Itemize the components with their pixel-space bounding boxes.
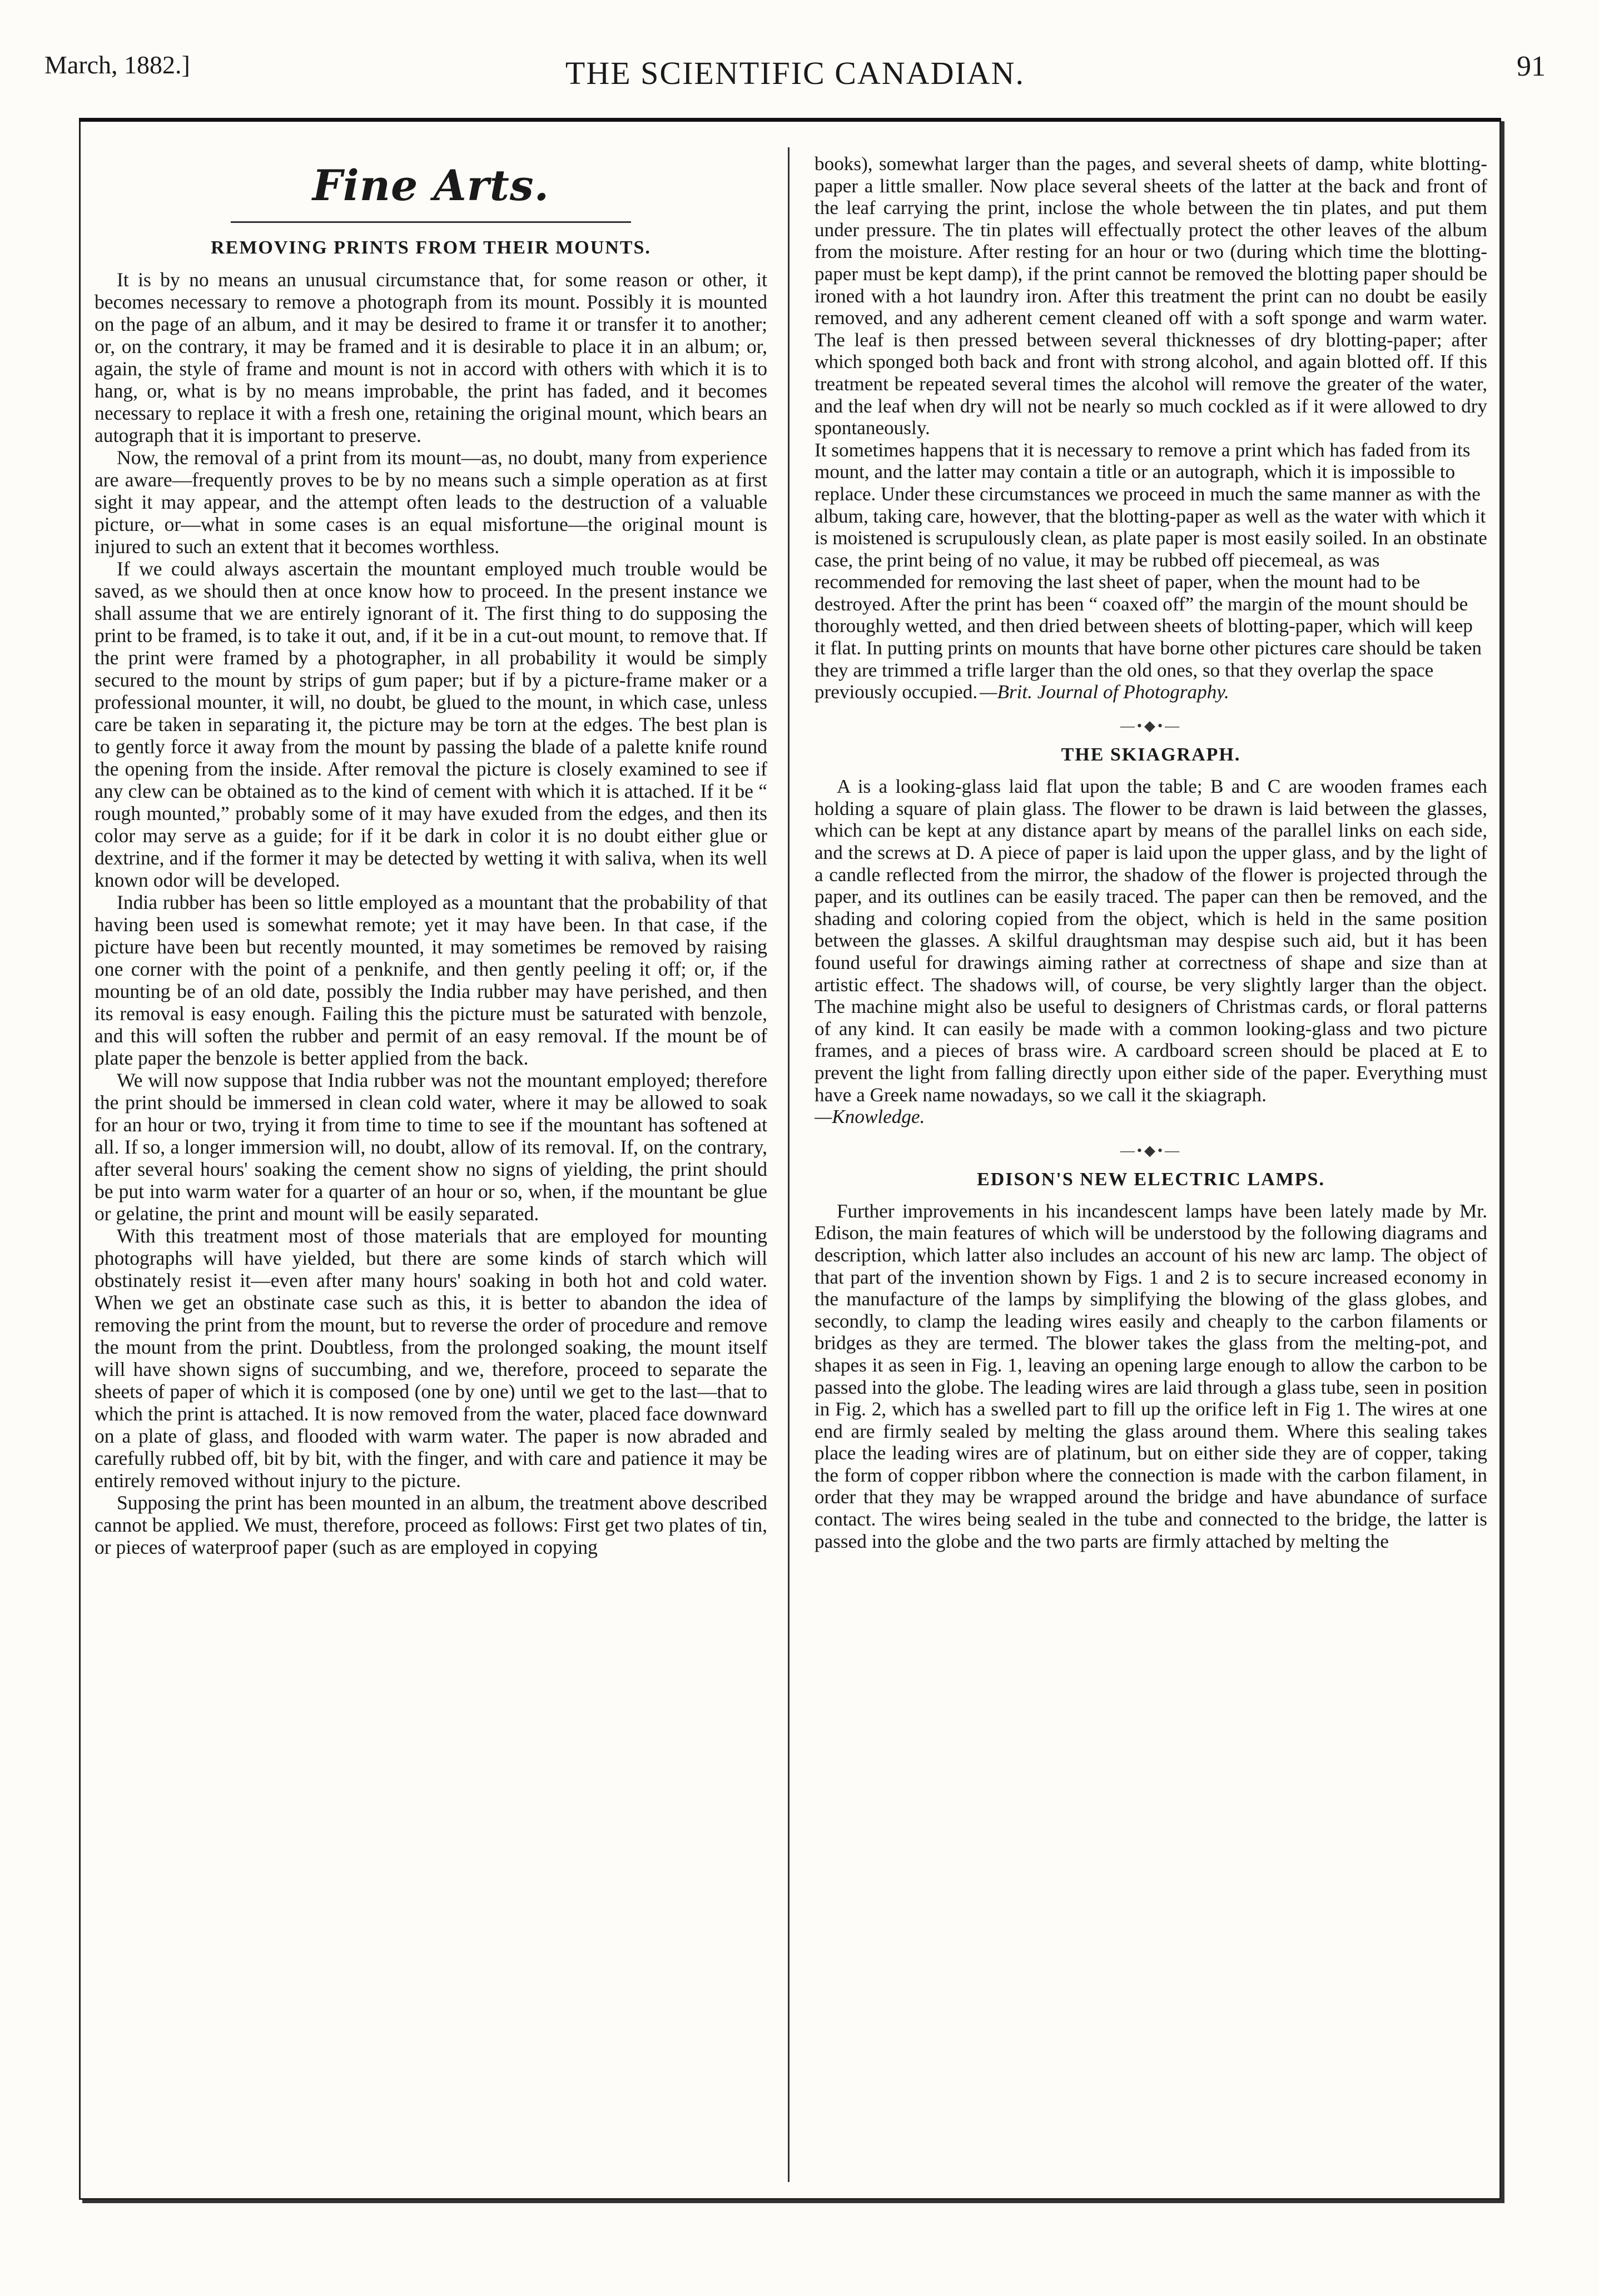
right-column — [815, 153, 1487, 2176]
article-paragraph-continued: books), somewhat larger than the pages, and several sheets of damp, white blotting-paper a little smaller. Now place several sheets of the latter at the back and front of the leaf carrying the print, inclose the whole between the tin plates, and put them under pressure. The tin plates will effectually protect the other leaves of the album from the moisture. After resting for an hour or two (during which time the blotting-paper must be kept damp), if the print cannot be removed the blotting paper should be ironed with a hot laundry iron. After this treatment the print can no doubt be easily removed, and any adherent cement cleaned off with a soft sponge and warm water. The leaf is then pressed between several thicknesses of dry blotting-paper; after which sponged both back and front with strong alcohol, and again blotted off. If this treatment be repeated several times the alcohol will remove the greater of the water, and the leaf when dry will not be nearly so much cockled as if it were allowed to dry spontaneously. — [815, 153, 1487, 439]
article-paragraph: India rubber has been so little employed as a mountant that the probability of that having been used is somewhat remote; yet it may have been. In that case, if the picture have been but recently mounted, it may sometimes be removed by raising one corner with the point of a penknife, and then gently peeling it off; or, if the mounting be of an old date, possibly the India rubber may have perished, and then its removal is easy enough. Failing this the picture must be saturated with benzole, and this will soften the rubber and permit of an easy removal. If the mount be of plate paper the benzole is better applied from the back. — [95, 891, 767, 1069]
article-paragraph: We will now suppose that India rubber was not the mountant employed; therefore the print should be immersed in clean cold water, where it may be allowed to soak for an hour or two, trying it from time to time to see if the mountant has softened at all. If so, a longer immersion will, no doubt, allow of its removal. If, on the contrary, after several hours' soaking the cement show no signs of yielding, the print should be put into warm water for a quarter of an hour or so, when, if the mountant be glue or gelatine, the print and mount will be easily separated. — [95, 1069, 767, 1225]
separator-ornament: —•◆•— — [1120, 1142, 1182, 1159]
article-source: —Brit. Journal of Photography. — [980, 681, 1229, 703]
left-column — [95, 153, 767, 2176]
article-heading-removing-prints: REMOVING PRINTS FROM THEIR MOUNTS. — [211, 237, 651, 258]
article-paragraph: If we could always ascertain the mountant employed much trouble would be saved, as we should then at once know how to proceed. In the present instance we shall assume that we are entirely ignorant of it. The first thing to do supposing the print to be framed, is to take it out, and, if it be in a cut-out mount, to remove that. If the print were framed by a photographer, in all probability it would be simply secured to the mount by strips of gum paper; but if by a picture-frame maker or a professional mounter, it will, no doubt, be glued to the mount, in which case, unless care be taken in separating it, the picture may be torn at the edges. The best plan is to gently force it away from the mount by passing the blade of a palette knife round the opening from the inside. After removal the picture is closely examined to see if any clew can be obtained as to the kind of cement with which it is attached. If it be “ rough mounted,” probably some of it may have exuded from the edges, and then its color may serve as a guide; for if it be dark in color it is no doubt either glue or dextrine, and if the former it may be detected by wetting it with saliva, when its well known odor will be developed. — [95, 558, 767, 891]
issue-date: March, 1882.] — [44, 51, 190, 79]
section-title-rule — [231, 221, 631, 223]
article-paragraph: Now, the removal of a print from its mount—as, no doubt, many from experience are aware—frequently proves to be by no means such a simple operation as at first sight it may appear, and the attempt often leads to the destruction of a valuable picture, or—what in some cases is an equal misfortune—the original mount is injured to such an extent that it becomes worthless. — [95, 446, 767, 558]
article-heading-skiagraph: THE SKIAGRAPH. — [1061, 744, 1241, 766]
article-paragraph: A is a looking-glass laid flat upon the table; B and C are wooden frames each holding a square of plain glass. The flower to be drawn is laid between the glasses, which can be kept at any distance apart by means of the parallel links on each side, and the screws at D. A piece of paper is laid upon the upper glass, and by the light of a candle reflected from the mirror, the shadow of the flower is projected through the paper, and its outlines can be easily traced. The paper can then be removed, and the shading and coloring copied from the object, which is held in the same position between the glasses. A skilful draughtsman may despise such aid, but it has been found useful for drawings aiming rather at correctness of shape and size than at artistic effect. The shadows will, of course, be very slightly larger than the object. The machine might also be useful to designers of Christmas cards, or floral patterns of any kind. It can easily be made with a common looking-glass and two picture frames, and a pieces of brass wire. A cardboard screen should be placed at E to prevent the light from falling directly upon either side of the paper. Everything must have a Greek name nowadays, so we call it the skiagraph. — [815, 776, 1487, 1106]
journal-title: THE SCIENTIFIC CANADIAN. — [565, 55, 1025, 91]
page-header — [44, 50, 1546, 111]
article-paragraph: Supposing the print has been mounted in an album, the treatment above described cannot be applied. We must, therefore, proceed as follows: First get two plates of tin, or pieces of waterproof paper (such as are employed in copying — [95, 1492, 767, 1558]
column-divider — [788, 147, 789, 2182]
section-title: Fine Arts. — [312, 161, 550, 210]
article-paragraph: It is by no means an unusual circumstance that, for some reason or other, it becomes necessary to remove a photograph from its mount. Possibly it is mounted on the page of an album, and it may be desired to frame it or transfer it to another; or, on the contrary, it may be framed and it is desirable to place it in an album; or, again, the style of frame and mount is not in accord with others with which it is to hang, or, what is by no means improbable, the print has faded, and it becomes necessary to replace it with a fresh one, retaining the original mount, which bears an autograph that it is important to preserve. — [95, 269, 767, 446]
article-paragraph: With this treatment most of those materials that are employed for mounting photographs will have yielded, but there are some kinds of starch which will obstinately resist it—even after many hours' soaking in both hot and cold water. When we get an obstinate case such as this, it is better to abandon the idea of removing the print from the mount, but to reverse the order of procedure and remove the mount from the print. Doubtless, from the prolonged soaking, the mount itself will have shown signs of succumbing, and we, therefore, proceed to separate the sheets of paper of which it is composed (one by one) until we get to the last—that to which the print is attached. It is now removed from the water, placed face downward on a plate of glass, and flooded with warm water. The paper is now abraded and carefully rubbed off, bit by bit, with the finger, and with care and patience it may be entirely removed without injury to the picture. — [95, 1225, 767, 1492]
top-rule — [79, 118, 1501, 127]
article-heading-edison-lamps: EDISON'S NEW ELECTRIC LAMPS. — [977, 1169, 1325, 1190]
separator-ornament: —•◆•— — [1120, 718, 1182, 734]
article-paragraph: Further improvements in his incandescent lamps have been lately made by Mr. Edison, the main features of which will be understood by the following diagrams and description, which latter also includes an account of his new arc lamp. The object of that part of the invention shown by Figs. 1 and 2 is to secure increased economy in the manufacture of the lamps by simplifying the blowing of the glass globes, and secondly, to clamp the leading wires easily and cheaply to the carbon filaments or bridges as they are termed. The blower takes the glass from the melting-pot, and shapes it as seen in Fig. 1, leaving an opening large enough to allow the carbon to be passed into the globe. The leading wires are laid through a glass tube, seen in position in Fig. 2, which has a swelled part to fill up the orifice left in Fig 1. The wires at one end are firmly sealed by melting the glass around them. Where this sealing takes place the leading wires are of platinum, but on either side they are of copper, taking the form of copper ribbon where the connection is made with the carbon filament, in order that they may be wrapped around the bridge and have abundance of surface contact. The wires being sealed in the tube and connected to the bridge, the latter is passed into the globe and the two parts are firmly attached by melting the — [815, 1200, 1487, 1552]
page-number: 91 — [1517, 51, 1546, 82]
article-paragraph: It sometimes happens that it is necessary to remove a print which has faded from its mount, and the latter may contain a title or an autograph, which it is impossible to replace. Under these circumstances we proceed in much the same manner as with the album, taking care, however, that the blotting-paper as well as the water with which it is moistened is scrupulously clean, as plate paper is most easily soiled. In an obstinate case, the print being of no value, it may be rubbed off piecemeal, as was recommended for removing the last sheet of paper, when the mount had to be destroyed. After the print has been “ coaxed off” the margin of the mount should be thoroughly wetted, and then dried between sheets of blotting-paper, which will keep it flat. In putting prints on mounts that have borne other pictures care should be taken they are trimmed a trifle larger than the old ones, so that they overlap the space previously occupied. — [815, 439, 1487, 703]
article-source: —Knowledge. — [815, 1106, 925, 1128]
